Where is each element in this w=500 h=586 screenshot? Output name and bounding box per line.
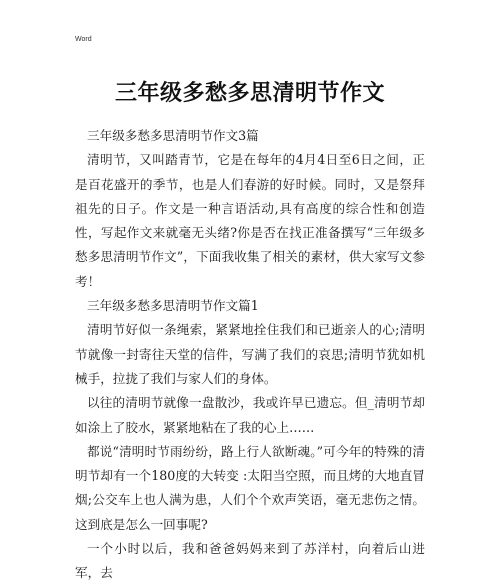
document-body — [75, 124, 425, 586]
section-heading: 三年级多愁多思清明节作文3篇 — [87, 128, 259, 143]
section-heading: 三年级多愁多思清明节作文篇1 — [87, 298, 259, 314]
header-app-label: Word — [75, 36, 92, 43]
paragraph: 都说“清明时节雨纷纷，路上行人欲断魂。”可今年的特殊的清明节却有一个180度的大转变 :太阳当空照，而且烤的大地直冒烟;公交车上也人满为患，人们个个欢声笑语，毫无悲伤之情。这到底是怎么一回事呢? — [75, 443, 425, 532]
paragraph: 一个小时以后，我和爸爸妈妈来到了苏洋村，向着后山进军，去 — [75, 541, 425, 581]
paragraph: 清明节，又叫踏青节，它是在每年的4月4日至6日之间，正是百花盛开的季节，也是人们春游的好时候。同时，又是祭拜祖先的日子。作文是一种言语活动,具有高度的综合性和创造性，写起作文来就毫无头绪?你是否在找正准备撰写“三年级多愁多思清明节作文”，下面我收集了相关的素材，供大家写文参考！ — [75, 152, 425, 289]
paragraph: 以往的清明节就像一盘散沙，我或许早已遗忘。但_清明节却如涂上了胶水，紧紧地粘在了我的心上…… — [75, 395, 425, 435]
document-title: 三年级多愁多思清明节作文 — [114, 80, 385, 106]
paragraph: 清明节好似一条绳索，紧紧地拴住我们和已逝亲人的心;清明节就像一封寄往天堂的信件，写满了我们的哀思;清明节犹如机械手，拉拢了我们与家人们的身体。 — [75, 322, 425, 386]
